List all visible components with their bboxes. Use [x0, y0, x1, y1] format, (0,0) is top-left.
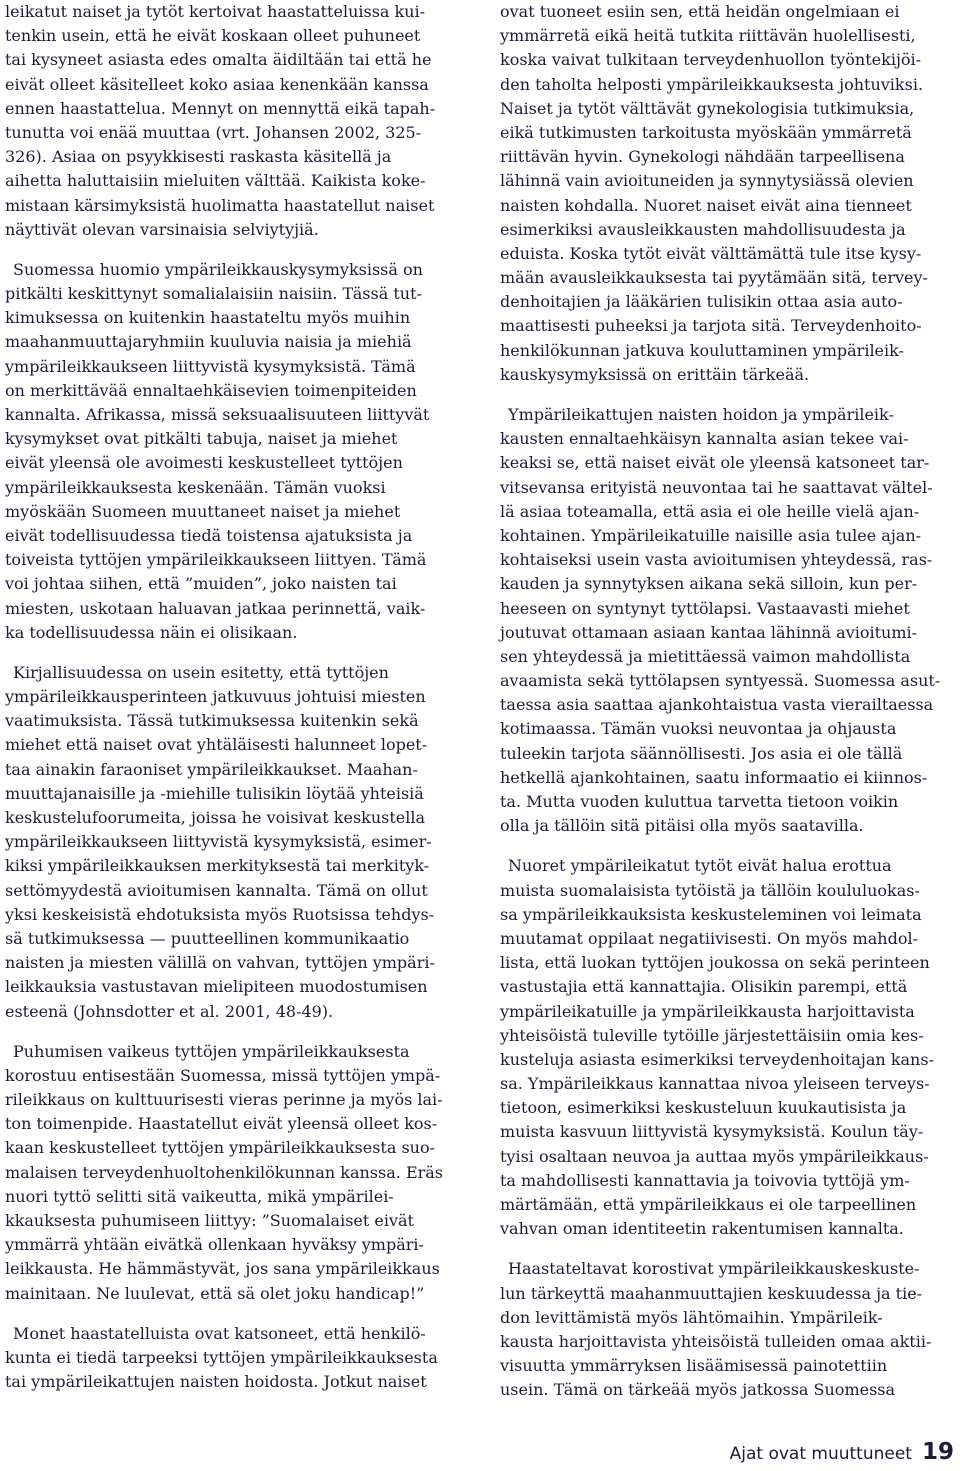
text-line: leikatut naiset ja tytöt kertoivat haastatteluissa kui-: [5, 2, 426, 21]
text-line: esteenä (Johnsdotter et al. 2001, 48-49).: [5, 1001, 334, 1021]
text-line: Haastateltavat korostivat ympärileikkauskeskuste-: [508, 1259, 920, 1279]
text-line: kusteluja asiasta esimerkiksi terveydenhoitajan kans-: [500, 1049, 934, 1069]
text-line: yhteisöistä tuleville tytöille järjestettäisiin omia kes-: [500, 1025, 924, 1045]
text-line: ta. Mutta vuoden kuluttua tarvetta tietoon voikin: [500, 792, 899, 811]
text-line: eivät todellisuudessa tiedä toistensa ajatuksista ja: [5, 525, 413, 545]
text-line: taessa asia saattaa ajankohtaistua vasta vierailtaessa: [500, 695, 934, 715]
paragraph-gap: [500, 387, 958, 403]
text-line: ympärileikkauksesta keskenään. Tämän vuoksi: [5, 477, 386, 497]
paragraph: [500, 854, 958, 1241]
text-line: eduista. Koska tytöt eivät välttämättä tule itse kysy-: [500, 243, 922, 263]
text-line: kiksi ympärileikkauksen merkityksestä tai merkityk-: [5, 856, 430, 876]
text-line: naisten ja miesten välillä on vahvan, tyttöjen ympäri-: [5, 953, 435, 973]
text-line: joutuvat ottamaan asiaan kantaa lähinnä avioitumi-: [500, 622, 918, 642]
text-line: Nuoret ympärileikatut tytöt eivät halua erottua: [508, 856, 892, 876]
paragraph: [5, 258, 463, 645]
text-line: myöskään Suomeen muuttaneet naiset ja miehet: [5, 501, 401, 521]
text-line: malaisen terveydenhuoltohenkilökunnan kanssa. Eräs: [5, 1162, 444, 1182]
paragraph-gap: [500, 838, 958, 854]
text-line: kausta harjoittavista yhteisöistä tulleiden omaa aktii-: [500, 1331, 932, 1351]
text-line: kunta ei tiedä tarpeeksi tyttöjen ympärileikkauksesta: [5, 1347, 438, 1367]
text-line: Naiset ja tytöt välttävät gynekologisia tutkimuksia,: [500, 98, 915, 118]
text-line: lä asiaa toteamalla, että asia ei ole heille vielä ajan-: [500, 501, 920, 521]
text-line: rileikkaus on kulttuurisesti vieras perinne ja myös lai-: [5, 1090, 443, 1110]
text-line: ovat tuoneet esiin sen, että heidän ongelmiaan ei: [500, 2, 900, 21]
text-line: ympärileikatuille ja ympärileikkausta harjoittavista: [500, 1001, 915, 1021]
paragraph: [5, 1040, 463, 1306]
text-line: avaamista sekä tyttölapsen syntyessä. Suomessa asut-: [500, 671, 941, 691]
text-line: heeseen on syntynyt tyttölapsi. Vastaavasti miehet: [500, 598, 910, 618]
text-line: ympärileikkausperinteen jatkuvuus johtuisi miesten: [5, 687, 426, 707]
text-line: ymmärrä yhtään eivätkä ollenkaan hyväksy ympäri-: [5, 1235, 424, 1255]
text-line: leikkausta. He hämmästyvät, jos sana ympärileikkaus: [5, 1259, 440, 1279]
text-line: 326). Asiaa on psyykkisesti raskasta käsitellä ja: [5, 147, 392, 167]
text-line: eivät olleet käsitelleet koko asiaa kenenkään kanssa: [5, 74, 429, 94]
text-line: tunutta voi enää muuttaa (vrt. Johansen 2002, 325-: [5, 122, 422, 142]
text-line: keaksi se, että naiset eivät ole yleensä katsoneet tar-: [500, 453, 930, 473]
page-number: 19: [921, 1439, 954, 1465]
text-line: kkauksesta puhumiseen liittyy: ”Suomalaiset eivät: [5, 1211, 414, 1230]
text-line: koska vaivat tulkitaan terveydenhuollon työntekijöi-: [500, 50, 922, 70]
footer-title: Ajat ovat muuttuneet: [729, 1444, 912, 1464]
text-line: tuleekin tarjota säännöllisesti. Jos asia ei ole tällä: [500, 743, 903, 763]
left-text-column: [5, 0, 463, 1394]
paragraph: [500, 1257, 958, 1402]
text-line: yksi keskeisistä ehdotuksista myös Ruotsissa tehdys-: [5, 904, 435, 924]
text-line: den taholta helposti ympärileikkauksesta johtuviksi.: [500, 74, 924, 94]
text-line: voi johtaa siihen, että ”muiden”, joko naisten tai: [5, 574, 397, 594]
text-line: Kirjallisuudessa on usein esitetty, että tyttöjen: [13, 662, 389, 682]
text-line: ennen haastattelua. Mennyt on mennyttä eikä tapah-: [5, 98, 436, 118]
text-line: on merkittävää ennaltaehkäisevien toimenpiteiden: [5, 380, 417, 400]
text-line: ta mahdollisesti kannattavia ja toivovia tyttöjä ym-: [500, 1170, 910, 1190]
text-line: kauden ja synnytyksen aikana sekä silloin, kun per-: [500, 574, 918, 594]
text-line: ka todellisuudessa näin ei olisikaan.: [5, 622, 298, 642]
text-line: maahanmuuttajaryhmiin kuuluvia naisia ja miehiä: [5, 332, 412, 352]
text-line: taa ainakin faraoniset ympärileikkaukset. Maahan-: [5, 759, 418, 779]
paragraph-gap: [5, 242, 463, 258]
text-line: tai ympärileikattujen naisten hoidosta. Jotkut naiset: [5, 1372, 427, 1392]
text-line: toiveista tyttöjen ympärileikkaukseen liittyen. Tämä: [5, 550, 427, 570]
page-footer: [730, 1439, 954, 1465]
text-line: eikä tutkimusten tarkoitusta myöskään ymmärretä: [500, 122, 912, 142]
text-line: vastustajia että kannattajia. Olisikin parempi, että: [500, 977, 908, 997]
text-line: henkilökunnan jatkuva kouluttaminen ympärileik-: [500, 340, 904, 360]
text-line: sä tutkimuksessa — puutteellinen kommunikaatio: [5, 928, 410, 948]
text-line: muista suomalaisista tytöistä ja tällöin koululuokas-: [500, 880, 920, 900]
text-line: pitkälti keskittynyt somalialaisiin naisiin. Tässä tut-: [5, 284, 422, 304]
text-line: ympärileikkaukseen liittyvistä kysymyksistä, esimer-: [5, 832, 432, 852]
text-line: kausten ennaltaehkäisyn kannalta asian tekee vai-: [500, 429, 909, 449]
text-line: visuutta ymmärryksen lisäämisessä painotettiin: [500, 1356, 888, 1376]
text-line: leikkauksia vastustavan mielipiteen muodostumisen: [5, 977, 428, 997]
paragraph-gap: [500, 1241, 958, 1257]
text-line: kohtaiseksi usein vasta avioitumisen yhteydessä, ras-: [500, 550, 933, 570]
text-line: settömyydestä avioitumisen kannalta. Tämä on ollut: [5, 880, 428, 900]
text-line: kimuksessa on kuitenkin haastateltu myös muihin: [5, 308, 411, 328]
text-line: denhoitajien ja lääkärien tulisikin ottaa asia auto-: [500, 292, 903, 312]
paragraph: [5, 0, 463, 242]
text-line: vaatimuksista. Tässä tutkimuksessa kuitenkin sekä: [5, 711, 419, 731]
text-line: riittävän hyvin. Gynekologi nähdään tarpeellisena: [500, 147, 905, 167]
text-line: eivät yleensä ole avoimesti keskustelleet tyttöjen: [5, 453, 403, 473]
text-line: muutamat oppilaat negatiivisesti. On myös mahdol-: [500, 928, 918, 948]
paragraph-gap: [5, 645, 463, 661]
text-line: lähinnä vain avioituneiden ja synnytysiässä olevien: [500, 171, 914, 191]
text-line: kannalta. Afrikassa, missä seksuaalisuuteen liittyvät: [5, 405, 430, 424]
paragraph: [500, 403, 958, 838]
text-line: keskustelufoorumeita, joissa he voisivat keskustella: [5, 808, 426, 827]
text-line: maattisesti puheeksi ja tarjota sitä. Terveydenhoito-: [500, 316, 922, 336]
text-line: esimerkiksi avausleikkausten mahdollisuudesta ja: [500, 219, 906, 239]
text-line: kohtainen. Ympärileikatuille naisille asia tulee ajan-: [500, 525, 922, 545]
text-line: mainitaan. Ne luulevat, että sä olet joku handicap!”: [5, 1283, 425, 1303]
text-line: Monet haastatelluista ovat katsoneet, että henkilö-: [13, 1323, 426, 1343]
paragraph: [5, 661, 463, 1024]
text-line: lista, että luokan tyttöjen joukossa on sekä perinteen: [500, 953, 930, 973]
text-line: tietoon, esimerkiksi keskusteluun kuukautisista ja: [500, 1098, 907, 1118]
text-line: kauskysymyksissä on erittäin tärkeää.: [500, 364, 810, 384]
paragraph-gap: [5, 1024, 463, 1040]
text-line: nuori tyttö selitti sitä vaikeutta, mikä ympärilei-: [5, 1186, 394, 1206]
text-line: sa. Ympärileikkaus kannattaa nivoa yleiseen terveys-: [500, 1074, 930, 1094]
text-line: usein. Tämä on tärkeää myös jatkossa Suomessa: [500, 1380, 896, 1400]
text-line: tai kysyneet asiasta edes omalta äidiltään tai että he: [5, 50, 432, 70]
text-line: miesten, uskotaan haluavan jatkaa perinnettä, vaik-: [5, 598, 426, 618]
text-line: sen yhteydessä ja mietittäessä vaimon mahdollista: [500, 646, 911, 666]
text-line: hetkellä ajankohtainen, saatu informaatio ei kiinnos-: [500, 767, 928, 787]
text-line: ymmärretä eikä heitä tutkita riittävän huolellisesti,: [500, 26, 916, 46]
text-line: tenkin usein, että he eivät koskaan olleet puhuneet: [5, 26, 421, 46]
text-line: miehet että naiset ovat yhtäläisesti halunneet lopet-: [5, 735, 428, 755]
paragraph: [500, 0, 958, 387]
text-line: mistaan kärsimyksistä huolimatta haastatellut naiset: [5, 195, 435, 215]
text-line: muuttajanaisille ja -miehille tulisikin löytää yhteisiä: [5, 783, 424, 803]
text-line: Puhumisen vaikeus tyttöjen ympärileikkauksesta: [13, 1041, 410, 1061]
text-line: aihetta haluttaisiin mieluiten välttää. Kaikista koke-: [5, 171, 426, 191]
text-line: näyttivät olevan varsinaisia selviytyjiä.: [5, 219, 319, 239]
text-line: mään avausleikkauksesta tai pyytämään sitä, tervey-: [500, 268, 928, 288]
text-line: Ympärileikattujen naisten hoidon ja ympärileik-: [508, 405, 894, 424]
text-line: kotimaassa. Tämän vuoksi neuvontaa ja ohjausta: [500, 719, 897, 739]
text-line: märtämään, että ympärileikkaus ei ole tarpeellinen: [500, 1195, 917, 1214]
text-line: olla ja tällöin sitä pitäisi olla myös saatavilla.: [500, 816, 864, 836]
text-line: lun tärkeyttä maahanmuuttajien keskuudessa ja tie-: [500, 1283, 923, 1303]
text-line: kaan keskustelleet tyttöjen ympärileikkauksesta suo-: [5, 1138, 436, 1158]
text-line: ton toimenpide. Haastatellut eivät yleensä olleet kos-: [5, 1114, 438, 1134]
text-line: vahvan oman identiteetin rakentumisen kannalta.: [500, 1219, 904, 1239]
text-line: Suomessa huomio ympärileikkauskysymyksissä on: [13, 259, 423, 279]
text-line: vitsevansa erityistä neuvontaa tai he saattavat vältel-: [500, 477, 933, 497]
paragraph-gap: [5, 1306, 463, 1322]
text-line: korostuu entisestään Suomessa, missä tyttöjen ympä-: [5, 1065, 441, 1085]
text-line: ympärileikkaukseen liittyvistä kysymyksistä. Tämä: [5, 356, 416, 376]
text-line: naisten kohdalla. Nuoret naiset eivät aina tienneet: [500, 195, 912, 215]
text-line: kysymykset ovat pitkälti tabuja, naiset ja miehet: [5, 429, 398, 449]
text-line: sa ympärileikkauksista keskusteleminen voi leimata: [500, 904, 922, 924]
paragraph: [5, 1322, 463, 1395]
text-line: don levittämistä myös lähtömaihin. Ympärileik-: [500, 1307, 883, 1327]
text-line: muista kasvuun liittyvistä kysymyksistä. Koulun täy-: [500, 1122, 924, 1142]
text-line: tyisi osaltaan neuvoa ja auttaa myös ympärileikkaus-: [500, 1146, 929, 1166]
right-text-column: [500, 0, 958, 1403]
